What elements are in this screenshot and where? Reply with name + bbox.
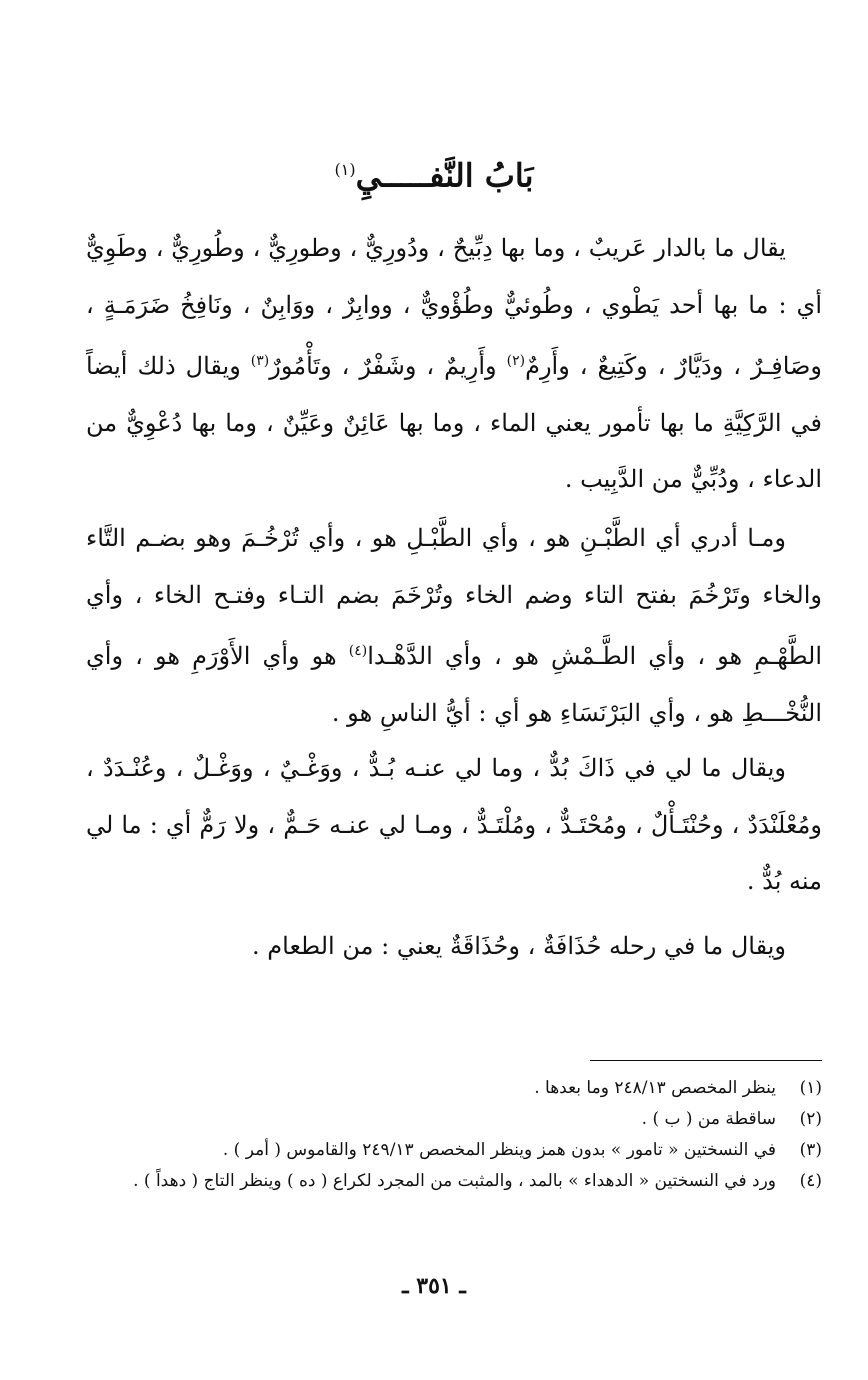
paragraph-text: ويقال ذلك أيضاً في الرَّكِيَّةِ ما بها تأمور يعني الماء ، وما بها عَائِنٌ وعَيِّنٌ ، وما بها دُعْوِيٌّ من الدعاء ، ودُبِّيٌّ من الدَّبِيب .: [86, 352, 822, 494]
footnote-number: (٤): [799, 1171, 822, 1191]
paragraph-text: ومـا أدري أي الطَّبْـنِ هو ، وأي الطَّبْـلِ هو ، وأي تُرْخُـمَ وهو بضـم التَّاء والخاء وتَرْخُمَ بفتح التاء وضم الخاء وتُرْخَمَ بضم التـاء وفتـح الخاء ، وأي الطَّهْـمِ هو ، وأي الطَّـمْشِ هو ، وأي الدَّهْـدا: [86, 524, 823, 671]
footnote-item: [60, 1135, 822, 1166]
footnote-text: ساقطة من ( ب ) .: [641, 1109, 776, 1129]
chapter-title-text: بَابُ النَّفـــــيِ: [355, 156, 534, 195]
paragraph-text: ويقال ما لي في ذَاكَ بُدٌّ ، وما لي عنـه بُـدٌّ ، ووَغْـيٌ ، ووَغْـلٌ ، وعُنْـدَدٌ ، ومُعْلَنْدَدٌ ، وحُنْتَـأْلٌ ، ومُحْتَـدٌّ ، ومُلْتَـدٌّ ، ومـا لي عنـه حَـمٌّ ، ولا رَمٌّ أي : ما لي منه بُدٌّ .: [86, 754, 822, 896]
footnote-number: (٢): [799, 1109, 822, 1129]
footnote-ref: (٢): [506, 353, 526, 370]
paragraph-text: وأَرِيمٌ ، وشَفْرٌ ، وتَأْمُورٌ: [269, 352, 507, 381]
paragraph-4: [86, 918, 822, 975]
footnote-divider: [590, 1060, 822, 1061]
paragraph-1: [86, 220, 822, 508]
footnote-item: [60, 1104, 822, 1135]
footnote-text: ينظر المخصص ٢٤٨/١٣ وما بعدها .: [534, 1078, 776, 1098]
chapter-title: [0, 150, 868, 196]
paragraph-text: هو وأي الأَوْرَمِ هو ، وأي النُّخْـــطِ هو ، وأي البَرْنَسَاءِ هو أي : أيُّ الناسِ هو .: [86, 642, 822, 727]
footnote-item: [60, 1166, 822, 1197]
footnote-number: (١): [799, 1078, 822, 1098]
footnotes: [60, 1073, 822, 1197]
footnote-ref: (٣): [250, 353, 270, 370]
chapter-title-footnote-ref: (١): [334, 160, 356, 179]
footnote-number: (٣): [799, 1140, 822, 1160]
paragraph-2: [86, 510, 822, 741]
paragraph-text: يقال ما بالدار عَريبٌ ، وما بها دِبِّيحٌ ، ودُورِيٌّ ، وطورِيٌّ ، وطُورِيٌّ ، وطَوِيٌّ أي : ما بها أحد يَطْوي ، وطُوئيٌّ وطُؤْويٌّ ، ووابِرٌ ، ووَابِنٌ ، ونَافِخُ ضَرَمَـةٍ ، وصَافِـرٌ ، ودَيَّارٌ ، وكَتِيعٌ ، وأَرِمٌ: [86, 234, 822, 381]
paragraph-3: [86, 740, 822, 910]
paragraph-text: ويقال ما في رحله حُذَافَةٌ ، وحُذَاقَةٌ يعني : من الطعام .: [252, 932, 786, 960]
footnote-ref: (٤): [348, 643, 368, 660]
footnote-text: في النسختين « تامور » بدون همز وينظر المخصص ٢٤٩/١٣ والقاموس ( أمر ) .: [222, 1140, 776, 1160]
footnote-text: ورد في النسختين « الدهداء » بالمد ، والمثبت من المجرد لكراع ( ده ) وينظر التاج ( دهداً ) .: [133, 1171, 776, 1191]
footnote-item: [60, 1073, 822, 1104]
page-number: ـ ٣٥١ ـ: [402, 1273, 466, 1299]
